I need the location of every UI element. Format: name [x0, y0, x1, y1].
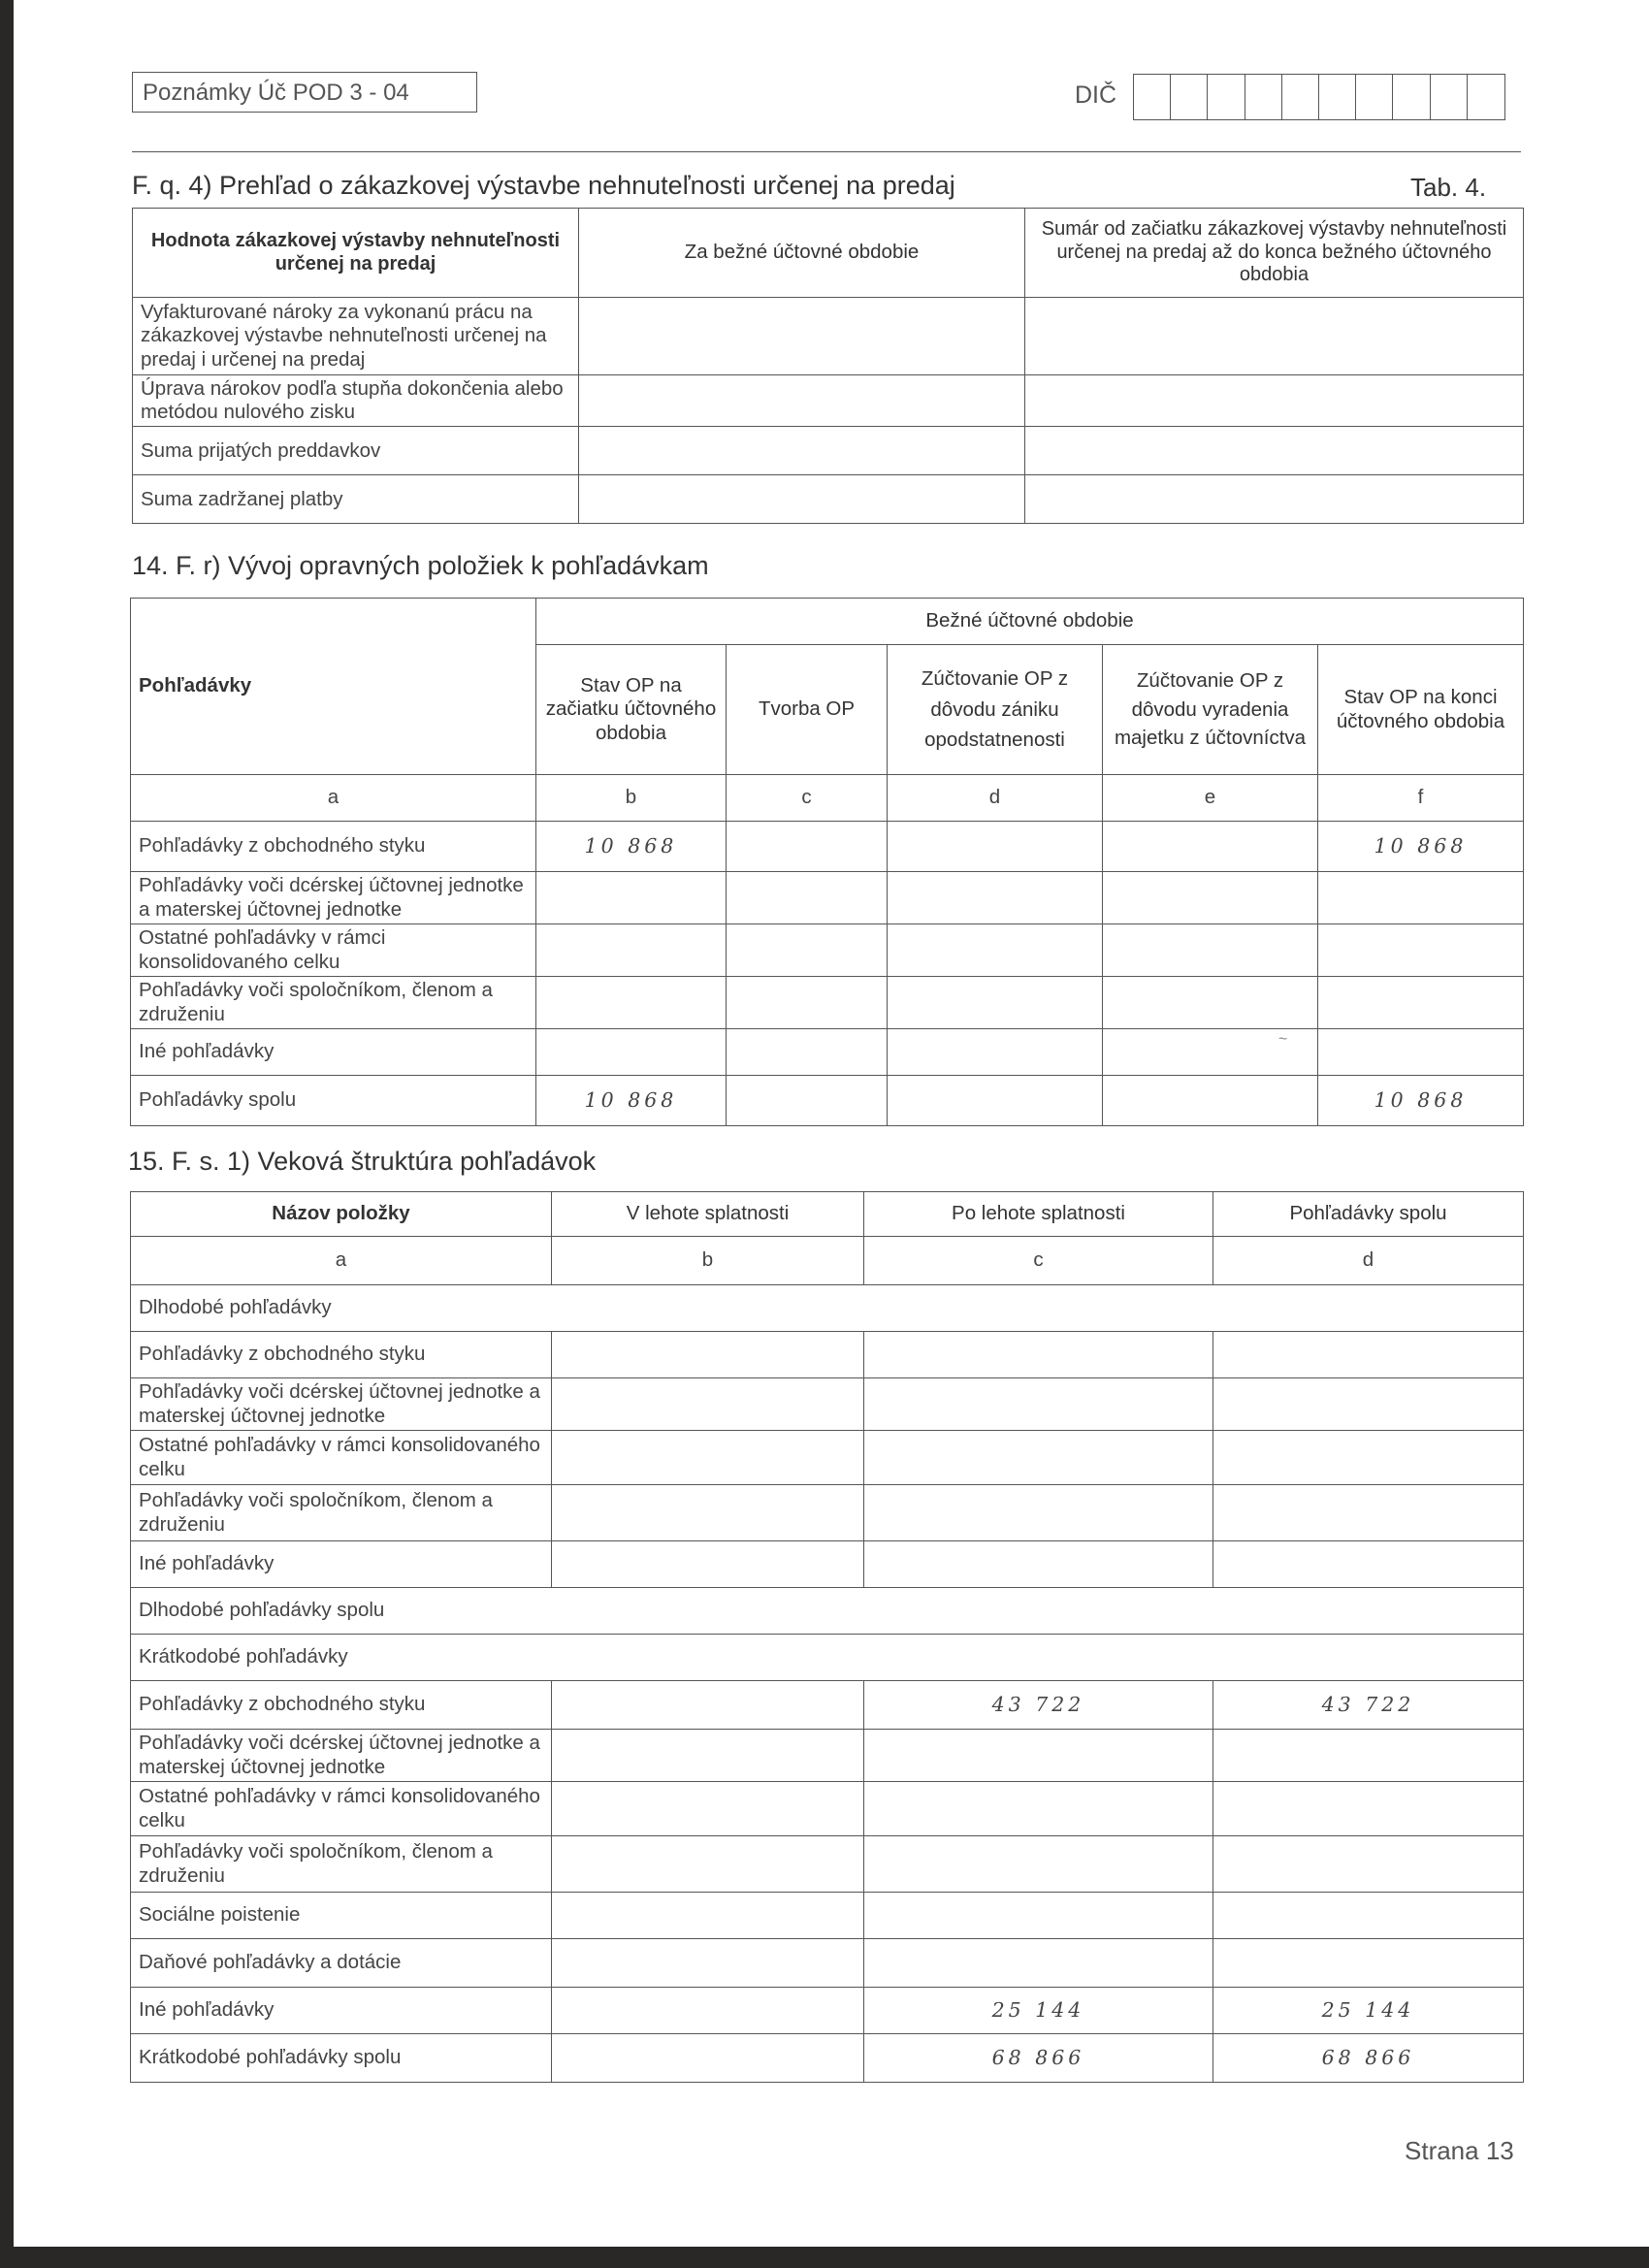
value-cell[interactable]	[727, 1029, 888, 1076]
scan-edge	[0, 0, 14, 2268]
allowance-table	[130, 598, 1524, 1126]
value-cell[interactable]	[1213, 1893, 1524, 1939]
dic-digit-box[interactable]	[1282, 75, 1319, 119]
col-letter: f	[1318, 775, 1524, 822]
row-label: Pohľadávky z obchodného styku	[131, 1332, 552, 1378]
value-cell[interactable]: 10 868	[1318, 1076, 1524, 1126]
col-letter: c	[864, 1237, 1213, 1285]
dic-digit-box[interactable]	[1431, 75, 1468, 119]
value-cell[interactable]	[888, 1029, 1103, 1076]
value-cell[interactable]	[536, 872, 727, 924]
value-cell[interactable]	[552, 1378, 864, 1431]
group-total: Dlhodobé pohľadávky spolu	[131, 1588, 1524, 1635]
tab-label: Tab. 4.	[1410, 173, 1487, 202]
section-15-title: 15. F. s. 1) Veková štruktúra pohľadávok	[128, 1147, 597, 1176]
row-label-total: Pohľadávky spolu	[131, 1076, 536, 1126]
col-letter: b	[536, 775, 727, 822]
dic-digit-box[interactable]	[1356, 75, 1393, 119]
construction-table	[132, 208, 1524, 524]
value-cell[interactable]	[1103, 1076, 1318, 1126]
value-cell[interactable]	[888, 872, 1103, 924]
divider	[132, 151, 1521, 152]
value-cell[interactable]	[888, 822, 1103, 872]
value-cell[interactable]	[864, 1939, 1213, 1988]
row-label: Iné pohľadávky	[131, 1541, 552, 1588]
value-cell[interactable]	[552, 1988, 864, 2034]
scan-smudge: ~	[1278, 1031, 1288, 1048]
dic-digit-box[interactable]	[1468, 75, 1504, 119]
col-header: V lehote splatnosti	[552, 1192, 864, 1237]
row-label: Ostatné pohľadávky v rámci konsolidovaného celku	[131, 1782, 552, 1836]
value-cell[interactable]	[579, 375, 1025, 427]
value-cell[interactable]: 25 144	[1213, 1988, 1524, 2034]
value-cell[interactable]	[727, 822, 888, 872]
value-cell[interactable]: 25 144	[864, 1988, 1213, 2034]
dic-digit-box[interactable]	[1134, 75, 1171, 119]
row-label: Ostatné pohľadávky v rámci konsolidovaného celku	[131, 924, 536, 977]
value-cell[interactable]	[1318, 1029, 1524, 1076]
col-letter: e	[1103, 775, 1318, 822]
row-label: Iné pohľadávky	[131, 1988, 552, 2034]
value-cell[interactable]	[552, 2034, 864, 2083]
value-cell[interactable]	[1213, 1939, 1524, 1988]
value-cell[interactable]	[1213, 1730, 1524, 1782]
value-cell[interactable]	[864, 1730, 1213, 1782]
value-cell[interactable]	[552, 1541, 864, 1588]
value-cell[interactable]	[536, 1029, 727, 1076]
col-header: Stav OP na konci účtovného obdobia	[1318, 645, 1524, 775]
row-label: Pohľadávky voči spoločníkom, členom a združeniu	[131, 1485, 552, 1541]
col-header: Za bežné účtovné obdobie	[579, 209, 1025, 298]
col-letter: a	[131, 1237, 552, 1285]
value-cell[interactable]	[864, 1485, 1213, 1541]
value-cell[interactable]	[864, 1378, 1213, 1431]
value-cell[interactable]	[552, 1836, 864, 1893]
col-header: Zúčtovanie OP z dôvodu zániku opodstatnenosti	[888, 645, 1103, 775]
scan-edge	[0, 2247, 1649, 2268]
row-label: Suma zadržanej platby	[133, 475, 579, 524]
value-cell[interactable]	[1213, 1485, 1524, 1541]
value-cell[interactable]	[864, 1431, 1213, 1485]
col-letter: d	[1213, 1237, 1524, 1285]
col-header: Tvorba OP	[727, 645, 888, 775]
value-cell[interactable]	[552, 1332, 864, 1378]
value-cell[interactable]	[1103, 872, 1318, 924]
aging-table	[130, 1191, 1524, 2083]
value-cell[interactable]	[552, 1730, 864, 1782]
row-label: Pohľadávky voči dcérskej účtovnej jednotke a materskej účtovnej jednotke	[131, 872, 536, 924]
value-cell[interactable]	[1103, 924, 1318, 977]
row-label: Vyfakturované nároky za vykonanú prácu na zákazkovej výstavbe nehnuteľnosti určenej na predaj i určenej na predaj	[133, 298, 579, 375]
row-label: Pohľadávky voči dcérskej účtovnej jednotke a materskej účtovnej jednotke	[131, 1730, 552, 1782]
value-cell[interactable]: 43 722	[864, 1681, 1213, 1730]
value-cell[interactable]	[536, 924, 727, 977]
value-cell[interactable]	[1025, 298, 1524, 375]
row-label: Pohľadávky voči spoločníkom, členom a združeniu	[131, 977, 536, 1029]
value-cell[interactable]	[579, 298, 1025, 375]
dic-label: DIČ	[1075, 81, 1117, 109]
value-cell[interactable]	[1318, 977, 1524, 1029]
value-cell[interactable]	[864, 1893, 1213, 1939]
value-cell[interactable]	[727, 924, 888, 977]
value-cell[interactable]	[1213, 1836, 1524, 1893]
value-cell[interactable]	[864, 1332, 1213, 1378]
value-cell[interactable]: 10 868	[536, 1076, 727, 1126]
value-cell[interactable]	[1213, 1332, 1524, 1378]
value-cell[interactable]	[1213, 1541, 1524, 1588]
group-heading: Dlhodobé pohľadávky	[131, 1285, 1524, 1332]
value-cell[interactable]	[1025, 375, 1524, 427]
value-cell[interactable]	[888, 1076, 1103, 1126]
value-cell[interactable]	[727, 1076, 888, 1126]
row-label: Suma prijatých preddavkov	[133, 427, 579, 475]
row-label: Daňové pohľadávky a dotácie	[131, 1939, 552, 1988]
value-cell[interactable]	[1318, 872, 1524, 924]
group-heading: Krátkodobé pohľadávky	[131, 1635, 1524, 1681]
col-header: Zúčtovanie OP z dôvodu vyradenia majetku z účtovníctva	[1103, 645, 1318, 775]
value-cell[interactable]	[1213, 1378, 1524, 1431]
value-cell[interactable]	[552, 1782, 864, 1836]
value-cell[interactable]	[552, 1485, 864, 1541]
dic-digit-box[interactable]	[1393, 75, 1430, 119]
row-label: Pohľadávky z obchodného styku	[131, 1681, 552, 1730]
col-header: Stav OP na začiatku účtovného obdobia	[536, 645, 727, 775]
section-14-title: 14. F. r) Vývoj opravných položiek k pohľadávkam	[132, 551, 709, 580]
value-cell[interactable]	[727, 872, 888, 924]
dic-digit-box[interactable]	[1245, 75, 1282, 119]
col-header: Pohľadávky spolu	[1213, 1192, 1524, 1237]
value-cell[interactable]	[1103, 977, 1318, 1029]
dic-digit-box[interactable]	[1208, 75, 1245, 119]
value-cell[interactable]	[552, 1893, 864, 1939]
value-cell[interactable]	[888, 977, 1103, 1029]
value-cell[interactable]	[888, 924, 1103, 977]
row-label: Pohľadávky voči dcérskej účtovnej jednotke a materskej účtovnej jednotke	[131, 1378, 552, 1431]
dic-digit-box[interactable]	[1171, 75, 1208, 119]
value-cell[interactable]	[864, 1782, 1213, 1836]
row-label: Iné pohľadávky	[131, 1029, 536, 1076]
value-cell[interactable]: 68 866	[864, 2034, 1213, 2083]
value-cell[interactable]	[864, 1541, 1213, 1588]
value-cell[interactable]	[864, 1836, 1213, 1893]
value-cell[interactable]	[552, 1431, 864, 1485]
value-cell[interactable]	[1025, 475, 1524, 524]
col-header: Hodnota zákazkovej výstavby nehnuteľnosti určenej na predaj	[133, 209, 579, 298]
row-label-total: Krátkodobé pohľadávky spolu	[131, 2034, 552, 2083]
page-number: Strana 13	[1405, 2136, 1514, 2165]
value-cell[interactable]	[579, 427, 1025, 475]
value-cell[interactable]	[727, 977, 888, 1029]
value-cell[interactable]: 68 866	[1213, 2034, 1524, 2083]
col-header: Po lehote splatnosti	[864, 1192, 1213, 1237]
row-label: Pohľadávky z obchodného styku	[131, 822, 536, 872]
value-cell[interactable]: 43 722	[1213, 1681, 1524, 1730]
dic-boxes	[1133, 74, 1505, 120]
value-cell[interactable]	[1213, 1782, 1524, 1836]
value-cell[interactable]	[579, 475, 1025, 524]
row-label: Ostatné pohľadávky v rámci konsolidovaného celku	[131, 1431, 552, 1485]
col-header: Názov položky	[131, 1192, 552, 1237]
col-letter: d	[888, 775, 1103, 822]
form-code: Poznámky Úč POD 3 - 04	[132, 72, 477, 113]
value-cell[interactable]	[552, 1681, 864, 1730]
value-cell[interactable]	[536, 977, 727, 1029]
col-letter: a	[131, 775, 536, 822]
col-header: Pohľadávky	[131, 599, 536, 775]
row-label: Pohľadávky voči spoločníkom, členom a združeniu	[131, 1836, 552, 1893]
dic-digit-box[interactable]	[1319, 75, 1356, 119]
col-header: Sumár od začiatku zákazkovej výstavby nehnuteľnosti určenej na predaj až do konca bežného účtovného obdobia	[1025, 209, 1524, 298]
value-cell[interactable]	[1025, 427, 1524, 475]
row-label: Sociálne poistenie	[131, 1893, 552, 1939]
value-cell[interactable]	[552, 1939, 864, 1988]
row-label: Úprava nárokov podľa stupňa dokončenia alebo metódou nulového zisku	[133, 375, 579, 427]
group-header: Bežné účtovné obdobie	[536, 599, 1524, 645]
section-f-title: F. q. 4) Prehľad o zákazkovej výstavbe nehnuteľnosti určenej na predaj	[132, 171, 955, 200]
col-letter: c	[727, 775, 888, 822]
value-cell[interactable]	[1213, 1431, 1524, 1485]
value-cell[interactable]	[1103, 822, 1318, 872]
value-cell[interactable]: 10 868	[1318, 822, 1524, 872]
value-cell[interactable]	[1318, 924, 1524, 977]
col-letter: b	[552, 1237, 864, 1285]
value-cell[interactable]: 10 868	[536, 822, 727, 872]
